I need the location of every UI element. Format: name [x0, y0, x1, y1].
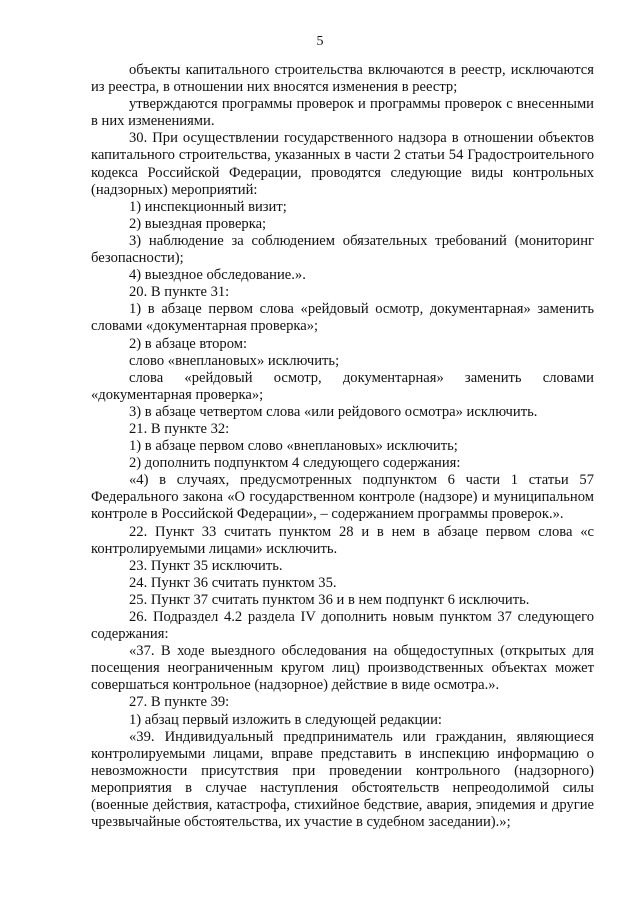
paragraph: 22. Пункт 33 считать пунктом 28 и в нем в абзаце первом слова «с контролируемыми лицами» исключить. — [91, 523, 594, 557]
list-item: 1) в абзаце первом слово «внеплановых» исключить; — [129, 438, 458, 455]
list-item: 1) в абзаце первом слова «рейдовый осмотр, документарная» заменить словами «документарная проверка»; — [91, 301, 594, 335]
list-item: 1) абзац первый изложить в следующей редакции: — [129, 711, 442, 728]
quoted-paragraph: «37. В ходе выездного обследования на общедоступных (открытых для посещения неограниченным кругом лиц) производственных объектах может совершаться контрольное (надзорное) действие в виде осмотра.». — [91, 643, 594, 694]
list-item: 2) дополнить подпунктом 4 следующего содержания: — [129, 455, 461, 472]
paragraph: 21. В пункте 32: — [129, 420, 230, 437]
paragraph: слова «рейдовый осмотр, документарная» заменить словами «документарная проверка»; — [91, 369, 594, 403]
paragraph: 26. Подраздел 4.2 раздела IV дополнить новым пунктом 37 следующего содержания: — [91, 609, 594, 643]
list-item: 4) выездное обследование.». — [129, 267, 306, 284]
paragraph: 25. Пункт 37 считать пунктом 36 и в нем подпункт 6 исключить. — [129, 591, 530, 608]
document-body — [91, 62, 594, 831]
paragraph: 30. При осуществлении государственного надзора в отношении объектов капитального строительства, указанных в части 2 статьи 54 Градостроительного кодекса Российской Федерации, проводятся следующие виды контрольных (надзорных) мероприятий: — [91, 130, 594, 198]
paragraph: объекты капитального строительства включаются в реестр, исключаются из реестра, в отношении них вносятся изменения в реестр; — [91, 62, 594, 96]
list-item: 2) в абзаце втором: — [129, 335, 248, 352]
quoted-paragraph: «4) в случаях, предусмотренных подпунктом 6 части 1 статьи 57 Федерального закона «О государственном контроле (надзоре) и муниципальном контроле в Российской Федерации», – содержанием программы проверок.». — [91, 472, 594, 523]
paragraph: 23. Пункт 35 исключить. — [129, 557, 283, 574]
list-item: 1) инспекционный визит; — [129, 198, 287, 215]
list-item: 2) выездная проверка; — [129, 215, 267, 232]
page-number: 5 — [316, 34, 324, 49]
paragraph: 27. В пункте 39: — [129, 694, 230, 711]
quoted-paragraph: «39. Индивидуальный предприниматель или гражданин, являющиеся контролируемыми лицами, вправе представить в инспекцию информацию о невозможности присутствия при проведении контрольного (надзорного) мероприятия в случае наступления обстоятельств непреодолимой силы (военные действия, катастрофа, стихийное бедствие, авария, эпидемия и другие чрезвычайные обстоятельства, их участие в судебном заседании).»; — [91, 728, 594, 831]
paragraph: слово «внеплановых» исключить; — [129, 352, 340, 369]
paragraph: 20. В пункте 31: — [129, 284, 230, 301]
paragraph: 24. Пункт 36 считать пунктом 35. — [129, 574, 337, 591]
list-item: 3) в абзаце четвертом слова «или рейдового осмотра» исключить. — [129, 403, 538, 420]
list-item: 3) наблюдение за соблюдением обязательных требований (мониторинг безопасности); — [91, 232, 594, 267]
paragraph: утверждаются программы проверок и программы проверок с внесенными в них изменениями. — [91, 96, 594, 130]
